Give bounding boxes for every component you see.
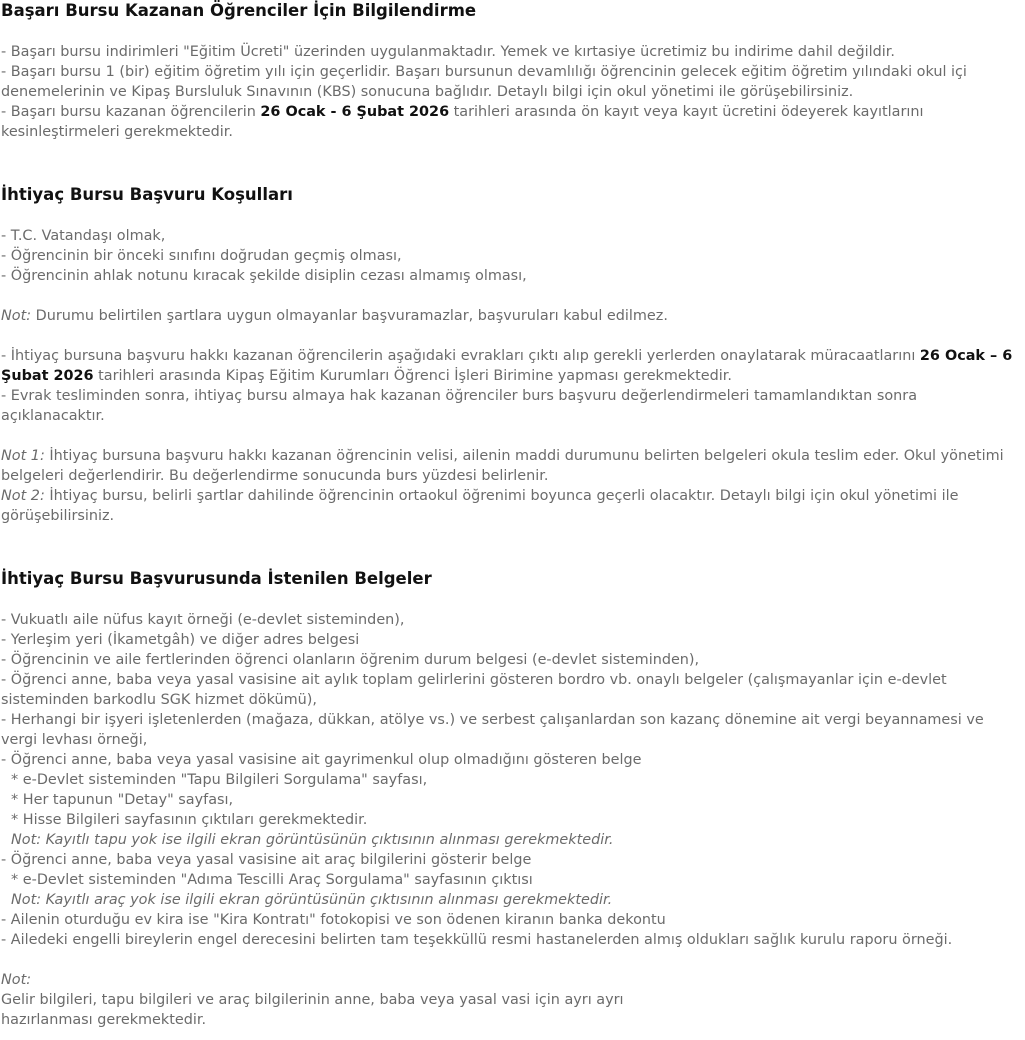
date-range: 26 Ocak - 6 Şubat 2026 [260,104,450,120]
evrak-info: - Evrak tesliminden sonra, ihtiyaç bursu almaya hak kazanan öğrenciler burs başvuru değerlendirmeleri tamamlandıktan sonra açıklanacaktır. [1,388,918,424]
section-title-istenilen-belgeler: İhtiyaç Bursu Başvurusunda İstenilen Belgeler [1,569,432,588]
section-title-basari-bursu: Başarı Bursu Kazanan Öğrenciler İçin Bilgilendirme [1,1,477,20]
document-item: - Ailenin oturduğu ev kira ise "Kira Kontratı" fotokopisi ve son ödenen kiranın banka dekontu [1,912,666,928]
document-item: - Öğrenci anne, baba veya yasal vasisine ait araç bilgilerini gösterir belge [1,852,532,868]
info-line: - Başarı bursu 1 (bir) eğitim öğretim yılı için geçerlidir. Başarı bursunun devamlılığı öğrencinin gelecek eğitim öğretim yılındaki okul içi denemelerinin ve Kipaş Bursluluk Sınavının (KBS) sonucuna bağlıdır. Detaylı bilgi için okul yönetimi ile görüşebilirsiniz. [1,64,967,100]
document-item: - Öğrenci anne, baba veya yasal vasisine ait gayrimenkul olup olmadığını gösteren belge [1,752,642,768]
document-item: - Öğrenci anne, baba veya yasal vasisine ait aylık toplam gelirlerini gösteren bordro vb. onaylı belgeler (çalışmayanlar için e-devlet sisteminden barkodlu SGK hizmet dökümü), [1,672,947,708]
basari-bursu-info [1,42,1024,142]
ihtiyac-kosullari [1,226,1024,526]
condition-item: - T.C. Vatandaşı olmak, [1,228,166,244]
sub-item: * Her tapunun "Detay" sayfası, [11,792,234,808]
final-note-text: hazırlanması gerekmektedir. [1,1012,207,1028]
condition-item: - Öğrencinin bir önceki sınıfını doğrudan geçmiş olması, [1,248,402,264]
document-item: - Öğrencinin ve aile fertlerinden öğrenci olanların öğrenim durum belgesi (e-devlet sisteminden), [1,652,700,668]
istenilen-belgeler [1,610,1024,1030]
sub-item: * Hisse Bilgileri sayfasının çıktıları gerekmektedir. [11,812,368,828]
sub-item: * e-Devlet sisteminden "Adıma Tescilli Araç Sorgulama" sayfasının çıktısı [11,872,533,888]
final-note-label: Not: [1,972,32,988]
document-item: - Herhangi bir işyeri işletenlerden (mağaza, dükkan, atölye vs.) ve serbest çalışanlardan son kazanç dönemine ait vergi beyannamesi ve vergi levhası örneği, [1,712,984,748]
sub-note: Not: Kayıtlı tapu yok ise ilgili ekran görüntüsünün çıktısının alınması gerekmektedir. [11,832,614,848]
note: Not: Durumu belirtilen şartlara uygun olmayanlar başvuramazlar, başvuruları kabul edilmez. [1,308,668,324]
info-line: - Başarı bursu kazanan öğrencilerin 26 Ocak - 6 Şubat 2026 tarihleri arasında ön kayıt veya kayıt ücretini ödeyerek kayıtlarını kesinleştirmeleri gerekmektedir. [1,104,924,140]
document-item: - Vukuatlı aile nüfus kayıt örneği (e-devlet sisteminden), [1,612,405,628]
note-label: Not 2: [1,488,45,504]
document-item: - Yerleşim yeri (İkametgâh) ve diğer adres belgesi [1,632,360,648]
date-range: 26 Ocak – 6 Şubat 2026 [1,348,1013,384]
apply-info: - İhtiyaç bursuna başvuru hakkı kazanan öğrencilerin aşağıdaki evrakları çıktı alıp gerekli yerlerden onaylatarak müracaatlarını 26 Ocak – 6 Şubat 2026 tarihleri arasında Kipaş Eğitim Kurumları Öğrenci İşleri Birimine yapması gerekmektedir. [1,348,1013,384]
condition-item: - Öğrencinin ahlak notunu kıracak şekilde disiplin cezası almamış olması, [1,268,527,284]
note-label: Not 1: [1,448,45,464]
info-line: - Başarı bursu indirimleri "Eğitim Ücreti" üzerinden uygulanmaktadır. Yemek ve kırtasiye ücretimiz bu indirime dahil değildir. [1,44,895,60]
final-note-text: Gelir bilgileri, tapu bilgileri ve araç bilgilerinin anne, baba veya yasal vasi için ayrı ayrı [1,992,624,1008]
note-label: Not: [1,308,32,324]
note-2: Not 2: İhtiyaç bursu, belirli şartlar dahilinde öğrencinin ortaokul öğrenimi boyunca geçerli olacaktır. Detaylı bilgi için okul yönetimi ile görüşebilirsiniz. [1,488,959,524]
note-1: Not 1: İhtiyaç bursuna başvuru hakkı kazanan öğrencinin velisi, ailenin maddi durumunu belirten belgeleri okula teslim eder. Okul yönetimi belgeleri değerlendirir. Bu değerlendirme sonucunda burs yüzdesi belirlenir. [1,448,1004,484]
sub-item: * e-Devlet sisteminden "Tapu Bilgileri Sorgulama" sayfası, [11,772,428,788]
sub-note: Not: Kayıtlı araç yok ise ilgili ekran görüntüsünün çıktısının alınması gerekmektedir. [11,892,613,908]
section-title-ihtiyac-kosullari: İhtiyaç Bursu Başvuru Koşulları [1,185,293,204]
document-item: - Ailedeki engelli bireylerin engel derecesini belirten tam teşekküllü resmi hastanelerden almış oldukları sağlık kurulu raporu örneği. [1,932,953,948]
